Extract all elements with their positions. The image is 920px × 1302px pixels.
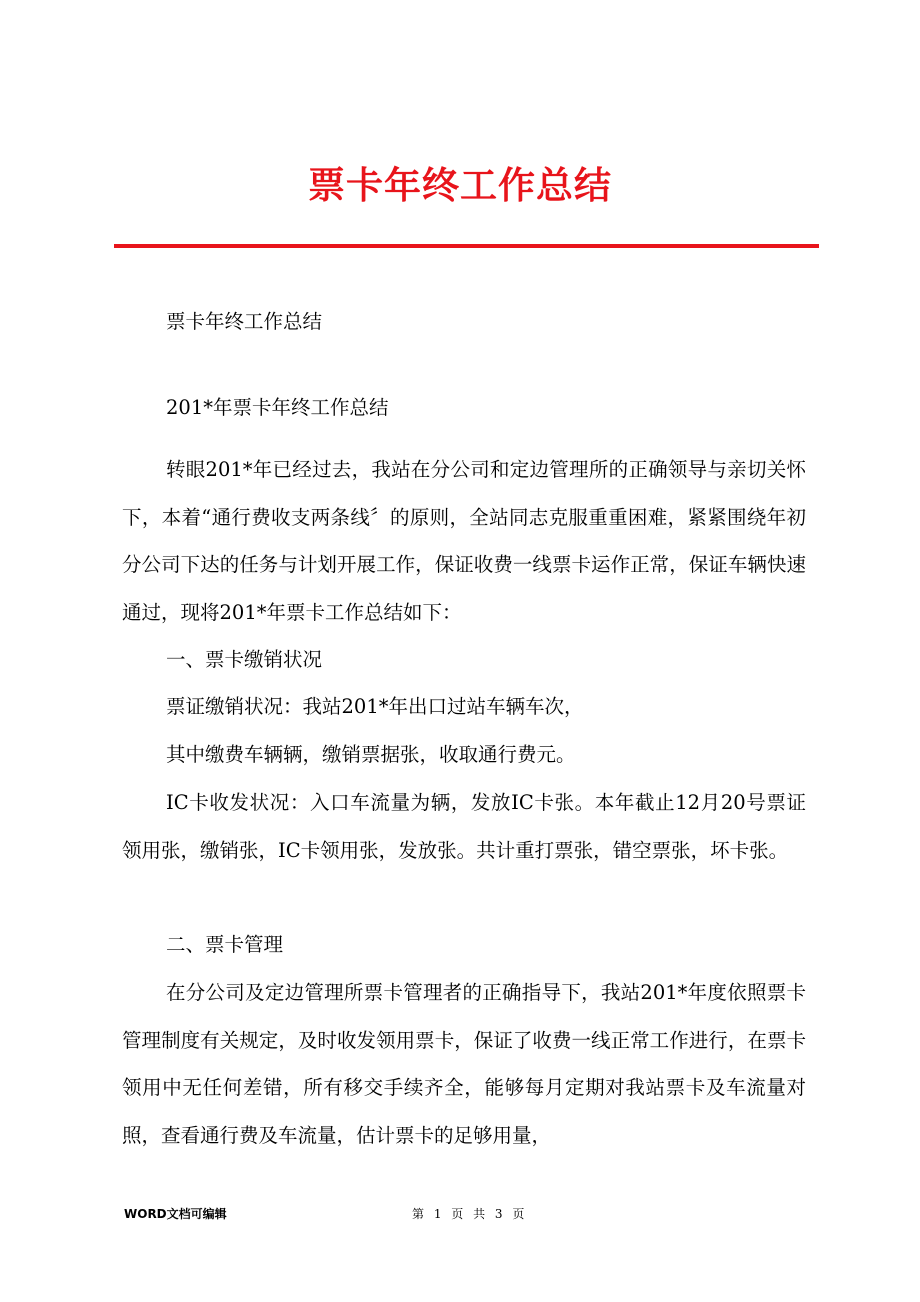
paragraph-fees: 其中缴费车辆辆，缴销票据张，收取通行费元。: [166, 743, 576, 766]
paragraph-heading: 票卡年终工作总结: [166, 310, 323, 333]
page-footer: [0, 1205, 920, 1229]
paragraph-subtitle: 201*年票卡年终工作总结: [166, 396, 389, 419]
section-heading-ticket-status: 一、票卡缴销状况: [166, 648, 323, 671]
title-divider: [114, 244, 819, 248]
paragraph-management: 在分公司及定边管理所票卡管理者的正确指导下，我站201*年度依照票卡管理制度有关规定，及时收发领用票卡，保证了收费一线正常工作进行，在票卡领用中无任何差错，所有移交手续齐全，能够每月定期对我站票卡及车流量对照，查看通行费及车流量，估计票卡的足够用量，: [122, 981, 806, 1147]
section-heading-ticket-management: 二、票卡管理: [166, 933, 284, 956]
paragraph-intro: 转眼201*年已经过去，我站在分公司和定边管理所的正确领导与亲切关怀下，本着“通行费收支两条线〞的原则，全站同志克服重重困难，紧紧围绕年初分公司下达的任务与计划开展工作，保证收费一线票卡运作正常，保证车辆快速通过，现将201*年票卡工作总结如下：: [122, 458, 806, 624]
paragraph-ic-card-status: IC卡收发状况：入口车流量为辆，发放IC卡张。本年截止12月20号票证领用张，缴销张，IC卡领用张，发放张。共计重打票张，错空票张，坏卡张。: [122, 791, 806, 862]
paragraph-ticket-status: 票证缴销状况：我站201*年出口过站车辆车次，: [166, 695, 584, 718]
footer-page-number: 第 1 页 共 3 页: [412, 1207, 528, 1221]
document-title: 票卡年终工作总结: [308, 164, 612, 207]
footer-editable-note: WORD文档可编辑: [124, 1207, 227, 1221]
